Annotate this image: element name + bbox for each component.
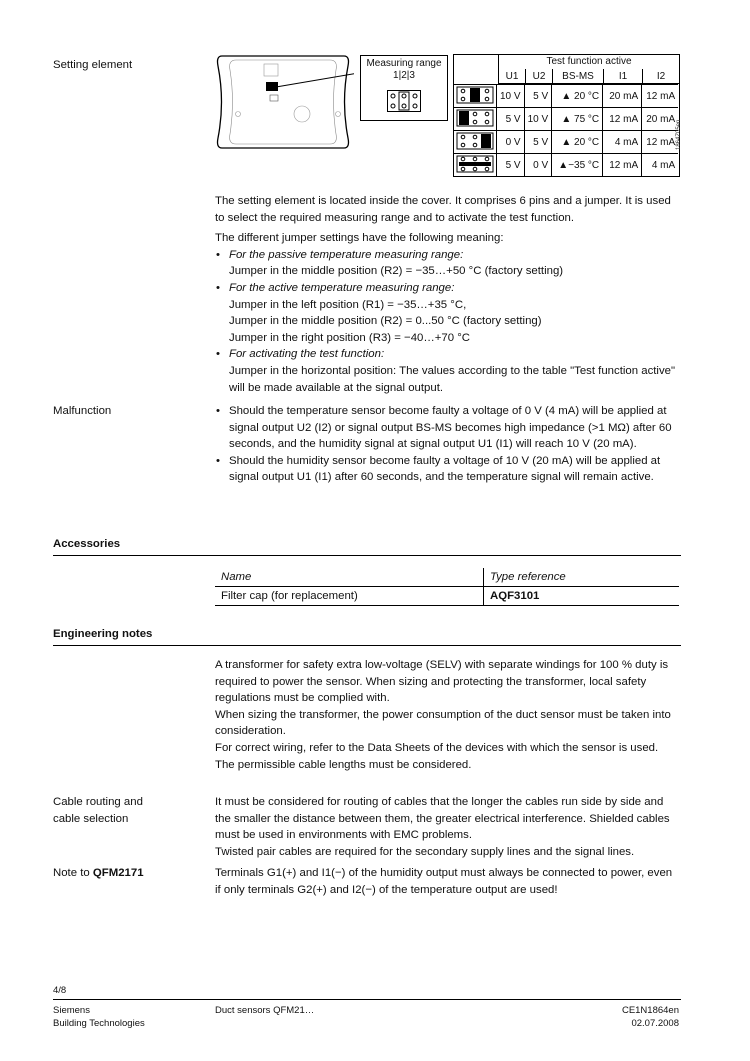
- engineering-heading: Engineering notes: [53, 628, 153, 640]
- column-header-type-reference: Type reference: [490, 571, 566, 583]
- bullet-line: Jumper in the middle position (R2) = 0...50 °C (factory setting): [229, 315, 542, 328]
- list-item: • Should the temperature sensor become faulty a voltage of 0 V (4 mA) will be applied at signal output U2 (I2) or signal output BS-MS becomes high impedance (>1 MΩ) after 60 seconds, and the humidity signal at signal output U1 (I1) will reach 10 V (20 mA).: [215, 403, 677, 453]
- setting-description: [215, 193, 677, 396]
- test-table-title: Test function active: [546, 56, 632, 67]
- jumper-setting-icon: [456, 132, 494, 150]
- accessory-type-reference: AQF3101: [490, 590, 540, 602]
- cell: 0 V: [497, 131, 525, 154]
- doc-date: 02.07.2008: [631, 1017, 679, 1029]
- engineering-description: [215, 657, 677, 773]
- division-name: Building Technologies: [53, 1017, 145, 1029]
- cell: 10 V: [524, 108, 552, 131]
- sensor-icon: ▲: [558, 159, 569, 171]
- footer-divider: [53, 999, 681, 1000]
- note-label-prefix: Note to: [53, 867, 90, 879]
- cell: 5 V: [524, 131, 552, 154]
- bullet-title: • For activating the test function:: [229, 348, 385, 361]
- paragraph: Twisted pair cables are required for the secondary supply lines and the signal lines.: [215, 845, 635, 858]
- header-u1: U1: [499, 69, 526, 84]
- accessories-heading: Accessories: [53, 538, 121, 550]
- cable-label-line: Cable routing and: [53, 796, 143, 808]
- cell: 10 V: [497, 85, 525, 108]
- paragraph: When sizing the transformer, the power consumption of the duct sensor must be taken into consideration.: [215, 708, 671, 738]
- cell: 20 mA: [642, 108, 679, 131]
- paragraph: It must be considered for routing of cables that the longer the cables run side by side and the smaller the distance between them, the greater electrical interference. Shielded cables must be used in environments with EMC problems.: [215, 796, 670, 842]
- cell: 12 mA: [603, 154, 642, 177]
- bullet-line: Jumper in the horizontal position: The values according to the table "Test function active" will be made available at the signal output.: [229, 364, 676, 394]
- cable-label-line: cable selection: [53, 812, 129, 825]
- bullet-line: Jumper in the right position (R3) = −40…+70 °C: [229, 331, 471, 344]
- paragraph: The setting element is located inside the cover. It comprises 6 pins and a jumper. It is used to select the required measuring range and to activate the test function.: [215, 195, 671, 224]
- figure-code: 1864Z05en: [676, 119, 682, 150]
- paragraph: The permissible cable lengths must be considered.: [215, 758, 472, 771]
- measuring-range-positions: 1|2|3: [393, 70, 415, 81]
- bullet-line: Jumper in the left position (R1) = −35…+35 °C,: [229, 298, 467, 311]
- divider: [53, 645, 681, 646]
- accessories-table: [215, 568, 679, 606]
- header-i1: I1: [604, 69, 643, 84]
- paragraph: A transformer for safety extra low-voltage (SELV) with separate windings for 100 % duty is required to power the sensor. When sizing and protecting the transformer, local safety regulations must be complied with.: [215, 659, 669, 705]
- column-header-name: Name: [215, 568, 484, 586]
- page-number: 4/8: [53, 985, 67, 996]
- cell: 12 mA: [603, 108, 642, 131]
- footer-company: [53, 1005, 145, 1030]
- malfunction-description: [215, 403, 677, 486]
- cell: −35 °C: [568, 159, 600, 171]
- table-row: [454, 154, 678, 177]
- header-u2: U2: [526, 69, 553, 84]
- note-label-model: QFM2171: [92, 867, 144, 879]
- paragraph: The different jumper settings have the following meaning:: [215, 232, 504, 245]
- test-function-table: [453, 54, 680, 177]
- table-row: [454, 85, 678, 108]
- list-item: [215, 280, 677, 346]
- measuring-range-title: Measuring range: [366, 58, 442, 69]
- header-i2: I2: [643, 69, 680, 84]
- cell: 5 V: [497, 154, 525, 177]
- malfunction-label: Malfunction: [53, 405, 112, 417]
- cell: 20 °C: [574, 136, 600, 148]
- table-row: [454, 108, 678, 131]
- measuring-range-box: [360, 55, 448, 121]
- cell: 12 mA: [642, 85, 679, 108]
- table-row: [215, 587, 679, 606]
- accessory-name: Filter cap (for replacement): [215, 587, 484, 605]
- doc-code: CE1N1864en: [621, 1005, 679, 1016]
- cell: 4 mA: [642, 154, 679, 177]
- jumper-setting-icon: [456, 155, 494, 173]
- device-cover-illustration: [214, 52, 354, 152]
- jumper-setting-icon: [456, 109, 494, 127]
- header-bs-ms: BS-MS: [553, 69, 604, 84]
- cable-description: [215, 794, 677, 860]
- footer-doc-info: [622, 1005, 679, 1030]
- sensor-icon: ▲: [561, 113, 572, 125]
- cell: 5 V: [497, 108, 525, 131]
- table-row: [454, 131, 678, 154]
- divider: [53, 555, 681, 556]
- footer-product: Duct sensors QFM21…: [215, 1005, 315, 1016]
- setting-element-label: Setting element: [53, 59, 133, 71]
- bullet-title: • For the active temperature measuring range:: [229, 281, 455, 294]
- note-text: Terminals G1(+) and I1(−) of the humidity output must always be connected to power, even if only terminals G2(+) and I2(−) of the temperature output are used!: [215, 867, 673, 896]
- cell: 4 mA: [603, 131, 642, 154]
- cell: 20 mA: [603, 85, 642, 108]
- sensor-icon: ▲: [561, 90, 572, 102]
- list-item: [215, 247, 677, 280]
- sensor-icon: ▲: [561, 136, 572, 148]
- cell: 5 V: [524, 85, 552, 108]
- cell: 75 °C: [574, 113, 600, 125]
- cable-label: [53, 794, 143, 827]
- paragraph: For correct wiring, refer to the Data Sheets of the devices with which the sensor is used.: [215, 741, 659, 754]
- note-label: [53, 865, 144, 882]
- bullet-line: Jumper in the middle position (R2) = −35…+50 °C (factory setting): [229, 265, 564, 278]
- jumper-setting-icon: [456, 86, 494, 104]
- cell: 0 V: [524, 154, 552, 177]
- company-name: Siemens: [53, 1005, 90, 1016]
- list-item: [215, 346, 677, 396]
- cell: 20 °C: [574, 90, 600, 102]
- jumper-pins-icon: [387, 90, 421, 112]
- bullet-title: • For the passive temperature measuring range:: [229, 248, 464, 261]
- list-item: • Should the humidity sensor become faulty a voltage of 10 V (20 mA) will be applied at signal output U1 (I1) after 60 seconds, and the temperature signal will remain active.: [215, 453, 677, 486]
- cell: 12 mA: [642, 131, 679, 154]
